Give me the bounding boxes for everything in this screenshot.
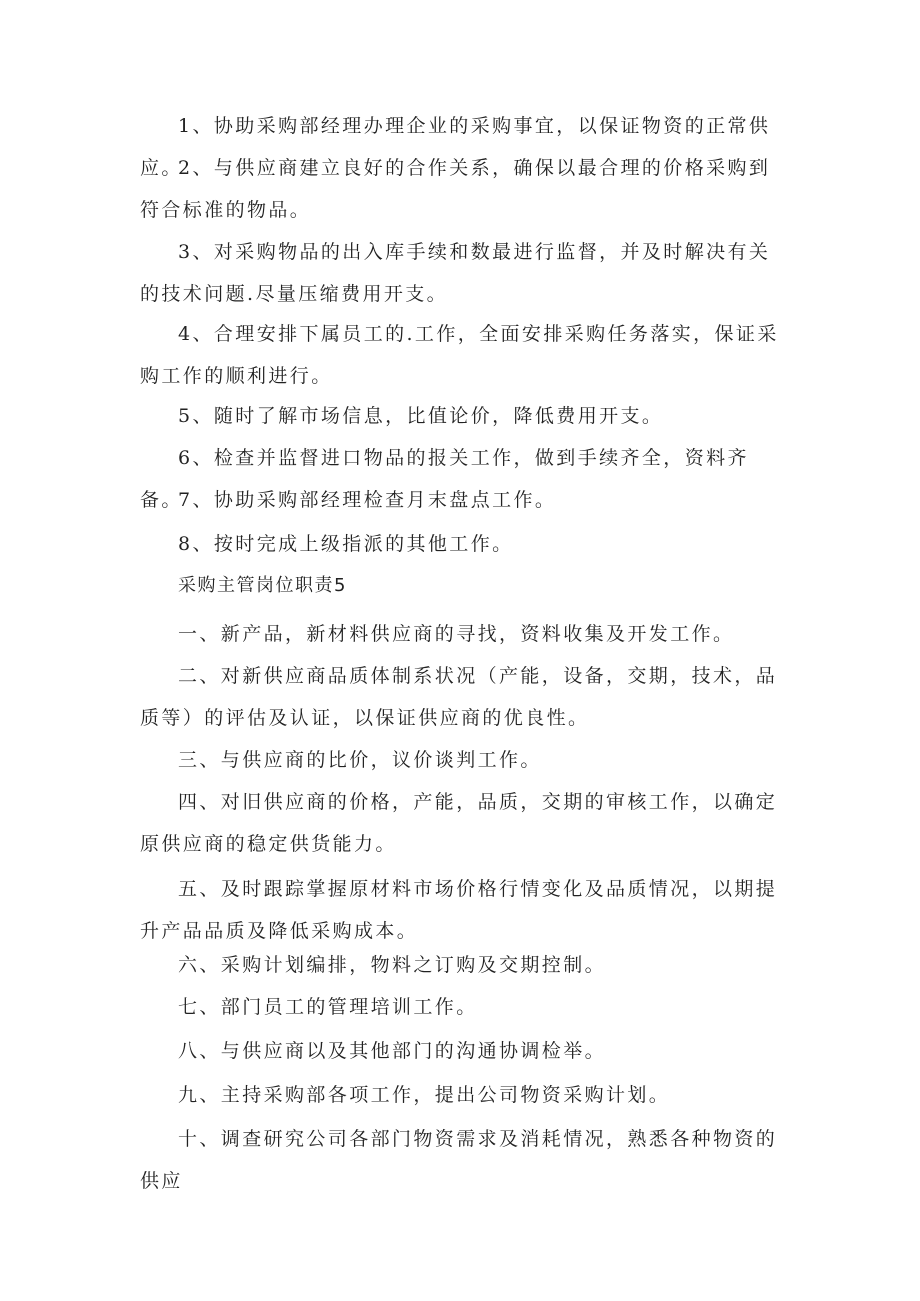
duty-item-3: 3、对采购物品的出入库手续和数最进行监督，并及时解决有关的技术问题.尽量压缩费用开支。: [140, 241, 771, 305]
supervisor-duty-2: 二、对新供应商品质体制系状况（产能，设备，交期，技术，品质等）的评估及认证，以保证供应商的优良性。: [140, 665, 778, 729]
supervisor-duty-3: 三、与供应商的比价，议价谈判工作。: [178, 749, 542, 771]
supervisor-duty-4: 四、对旧供应商的价格，产能，品质，交期的审核工作，以确定原供应商的稳定供货能力。: [140, 791, 778, 855]
duty-item-4: 4、合理安排下属员工的.工作，全面安排采购任务落实，保证采购工作的顺利进行。: [140, 323, 779, 387]
supervisor-duty-9: 九、主持采购部各项工作，提出公司物资采购计划。: [178, 1084, 671, 1106]
supervisor-duty-10: 十、调查研究公司各部门物资需求及消耗情况，熟悉各种物资的供应: [140, 1128, 778, 1192]
supervisor-duty-8: 八、与供应商以及其他部门的沟通协调检举。: [178, 1040, 607, 1062]
supervisor-duty-1: 一、新产品，新材料供应商的寻找，资料收集及开发工作。: [178, 623, 735, 645]
duty-item-2: 2、与供应商建立良好的合作关系，确保以最合理的价格采购到符合标准的物品。: [140, 157, 771, 221]
supervisor-duty-7: 七、部门员工的管理培训工作。: [178, 996, 478, 1018]
supervisor-duty-6: 六、采购计划编排，物料之订购及交期控制。: [178, 954, 607, 976]
duty-item-7: 7、协助采购部经理检查月末盘点工作。: [178, 489, 557, 511]
duty-item-1: 1、协助采购部经理办理企业的采购事宜，以保证物资的正常供应。: [140, 115, 771, 179]
duty-item-8: 8、按时完成上级指派的其他工作。: [178, 533, 514, 555]
section-heading: 采购主管岗位职责5: [178, 575, 347, 596]
supervisor-duty-5: 五、及时跟踪掌握原材料市场价格行情变化及品质情况，以期提升产品品质及降低采购成本。: [140, 878, 778, 942]
duty-item-6: 6、检查并监督进口物品的报关工作，做到手续齐全，资料齐备。: [140, 447, 749, 511]
duty-item-5: 5、随时了解市场信息，比值论价，降低费用开支。: [178, 405, 664, 427]
